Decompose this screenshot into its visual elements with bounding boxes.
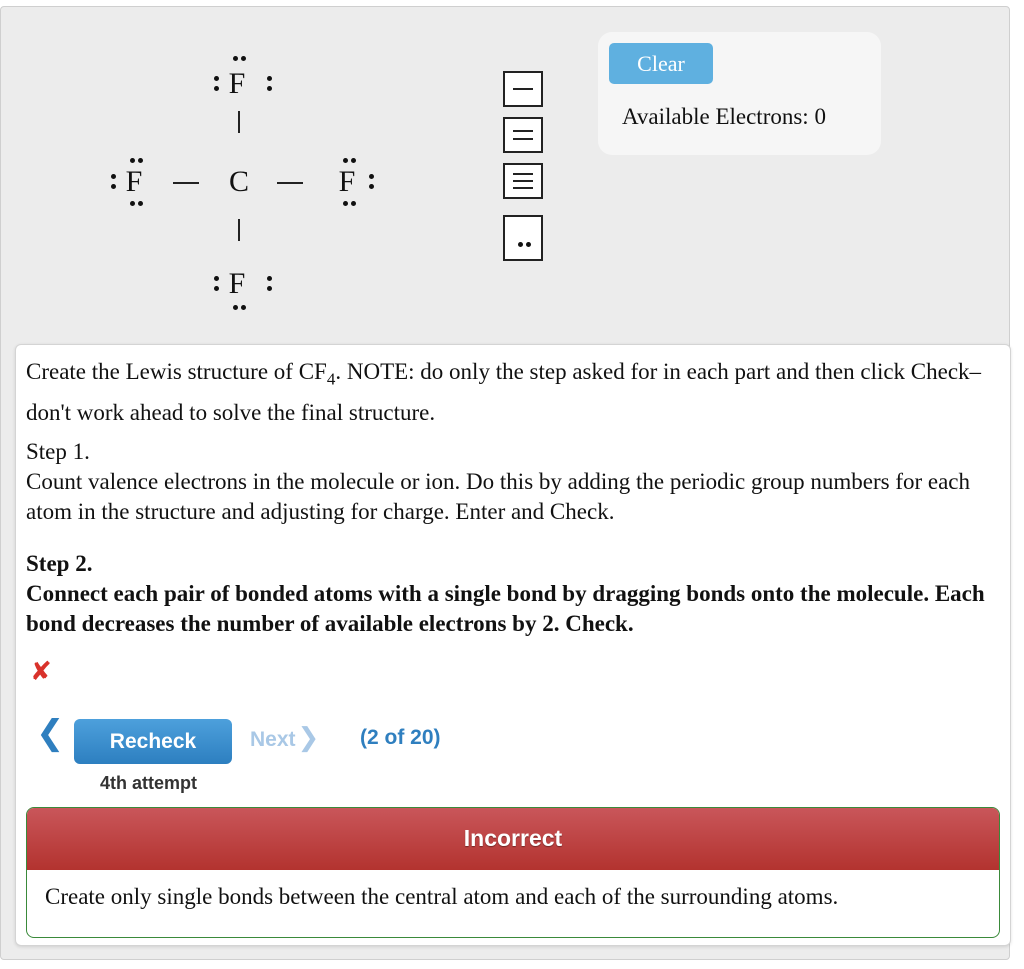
bond-left[interactable] [173, 182, 199, 184]
lone-pair-dot [267, 86, 272, 91]
clear-button[interactable]: Clear [609, 43, 713, 84]
lone-pair-dot [267, 76, 272, 81]
lone-pair-dot [138, 158, 143, 163]
question-prompt: Create the Lewis structure of $CF_4$. NOTE: do only the step asked for in each part and then click Check–don't work ahead to solve the final structure. [26, 359, 982, 425]
lone-pair-dot [343, 201, 348, 206]
next-chevron-icon: ❯ [297, 723, 320, 753]
next-label: Next [250, 728, 296, 751]
step-1 [26, 437, 996, 527]
lone-pair-dot [233, 305, 238, 310]
step-counter: (2 of 20) [360, 726, 441, 749]
question-frame [0, 6, 1010, 960]
lone-pair-dot [241, 56, 246, 61]
feedback-message: Create only single bonds between the central atom and each of the surrounding atoms. [45, 884, 839, 909]
lone-pair-dot [130, 201, 135, 206]
triple-bond-tool[interactable] [503, 163, 543, 199]
electron-panel [598, 32, 881, 155]
lone-pair-dot [111, 184, 116, 189]
lone-pair-dot [111, 174, 116, 179]
lone-pair-dot [214, 286, 219, 291]
recheck-button[interactable]: Recheck [74, 719, 232, 764]
double-bond-tool[interactable] [503, 117, 543, 153]
bond-bottom[interactable] [238, 219, 240, 241]
next-button[interactable] [250, 723, 319, 755]
atom-c-center[interactable]: C [228, 165, 249, 198]
lone-pair-dot [351, 158, 356, 163]
lone-pair-dot [214, 276, 219, 281]
single-bond-tool[interactable] [503, 71, 543, 107]
single-bond-icon [513, 88, 533, 90]
lone-pair-dot [214, 76, 219, 81]
lone-pair-dot [130, 158, 135, 163]
lone-pair-dot [214, 86, 219, 91]
atom-f-left[interactable]: F [125, 165, 143, 198]
feedback-title: Incorrect [27, 808, 999, 870]
atom-f-bottom[interactable]: F [228, 267, 246, 300]
atom-f-top[interactable]: F [228, 67, 246, 100]
feedback-box [26, 807, 1000, 938]
step-1-title: Step 1. [26, 439, 90, 464]
previous-chevron-icon[interactable]: ❮ [36, 713, 65, 753]
lone-pair-dot [369, 184, 374, 189]
lone-pair-dot [351, 201, 356, 206]
lone-pair-dot [241, 305, 246, 310]
bond-top[interactable] [238, 111, 240, 133]
question-card [15, 344, 1011, 946]
step-1-text: Count valence electrons in the molecule or ion. Do this by adding the periodic group numbers for each atom in the structure and adjusting for charge. Enter and Check. [26, 469, 971, 524]
atom-f-right[interactable]: F [338, 165, 356, 198]
lone-pair-dot [267, 286, 272, 291]
lone-pair-dot [343, 158, 348, 163]
step-2-text: Connect each pair of bonded atoms with a single bond by dragging bonds onto the molecule. Each bond decreases the number of available electrons by 2. Check. [26, 581, 985, 636]
lone-pair-dot [138, 201, 143, 206]
step-2-title: Step 2. [26, 551, 93, 576]
incorrect-x-icon: ✘ [30, 657, 52, 687]
available-electrons: Available Electrons: 0 [622, 104, 826, 129]
lone-pair-dot [267, 276, 272, 281]
step-2 [26, 549, 996, 639]
lone-pair-dot [369, 174, 374, 179]
lone-pair-dot [233, 56, 238, 61]
lone-pair-tool[interactable] [503, 215, 543, 261]
bond-right[interactable] [277, 182, 303, 184]
attempt-count: 4th attempt [100, 773, 198, 793]
